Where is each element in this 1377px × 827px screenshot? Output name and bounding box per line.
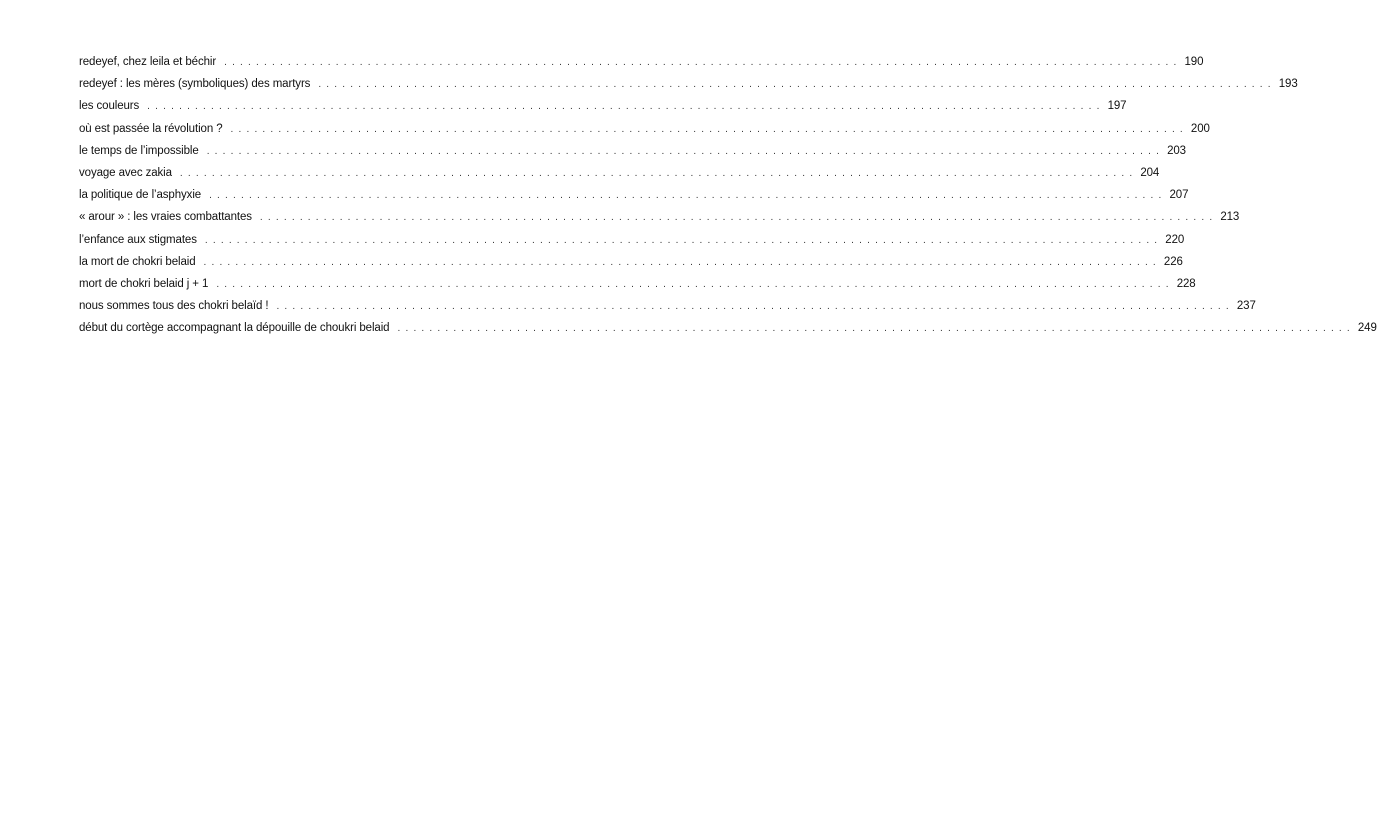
toc-entry	[79, 100, 1127, 122]
toc-entry-title: redeyef, chez leila et béchir	[79, 56, 217, 68]
toc-entry-title: nous sommes tous des chokri belaïd !	[79, 300, 269, 313]
table-of-contents	[79, 56, 1377, 344]
toc-entry-title: redeyef : les mères (symboliques) des martyrs	[79, 78, 311, 91]
toc-entry	[79, 78, 1298, 100]
toc-entry-title: où est passée la révolution ?	[79, 122, 223, 135]
toc-entry-title: la politique de l’asphyxie	[79, 189, 202, 202]
toc-entry	[79, 300, 1256, 322]
toc-entry-page: 197	[1107, 100, 1127, 113]
toc-entry-page: 226	[1163, 255, 1183, 268]
toc-entry	[79, 255, 1183, 278]
toc-entry-title: « arour » : les vraies combattantes	[79, 211, 252, 224]
toc-leader-dots: ........................................................................................................................	[147, 101, 1105, 113]
toc-entry	[79, 211, 1240, 233]
toc-entry	[79, 233, 1185, 256]
toc-entry-page: 249	[1357, 322, 1377, 335]
toc-entry-page: 193	[1278, 78, 1298, 91]
toc-entry-page: 190	[1184, 56, 1204, 68]
toc-leader-dots: ........................................................................................................................	[230, 123, 1188, 135]
toc-entry-page: 213	[1220, 211, 1240, 224]
toc-leader-dots: ........................................................................................................................	[224, 57, 1182, 68]
toc-entry	[79, 166, 1160, 189]
toc-entry-page: 207	[1169, 189, 1189, 202]
toc-leader-dots: ........................................................................................................................	[209, 190, 1167, 202]
toc-entry-title: les couleurs	[79, 100, 140, 113]
toc-entry-title: le temps de l’impossible	[79, 144, 199, 157]
toc-entry-title: l’enfance aux stigmates	[79, 233, 197, 246]
toc-leader-dots: ........................................................................................................................	[216, 278, 1174, 290]
toc-entry	[79, 122, 1210, 145]
toc-entry	[79, 277, 1196, 300]
toc-entry-page: 228	[1176, 277, 1196, 290]
toc-entry	[79, 56, 1204, 78]
toc-entry-page: 203	[1167, 144, 1186, 157]
toc-leader-dots: ........................................................................................................................	[206, 145, 1165, 157]
toc-leader-dots: ........................................................................................................................	[204, 234, 1163, 246]
toc-entry-page: 204	[1140, 166, 1160, 179]
toc-leader-dots: ........................................................................................................................	[397, 323, 1355, 335]
toc-leader-dots: ........................................................................................................................	[318, 79, 1276, 91]
toc-entry-title: la mort de chokri belaid	[79, 255, 196, 268]
toc-entry-page: 220	[1165, 233, 1185, 246]
toc-entry	[79, 322, 1377, 344]
toc-entry-page: 200	[1190, 122, 1210, 135]
toc-entry-page: 237	[1236, 300, 1256, 313]
toc-entry-title: début du cortège accompagnant la dépouille de choukri belaid	[79, 322, 390, 335]
toc-leader-dots: ........................................................................................................................	[203, 256, 1161, 268]
toc-leader-dots: ........................................................................................................................	[276, 301, 1234, 313]
toc-entry-title: voyage avec zakia	[79, 166, 172, 179]
toc-leader-dots: ........................................................................................................................	[259, 212, 1218, 224]
toc-entry-title: mort de chokri belaid j + 1	[79, 277, 209, 290]
toc-leader-dots: ........................................................................................................................	[179, 167, 1138, 179]
toc-entry	[79, 189, 1189, 211]
toc-entry	[79, 144, 1186, 167]
